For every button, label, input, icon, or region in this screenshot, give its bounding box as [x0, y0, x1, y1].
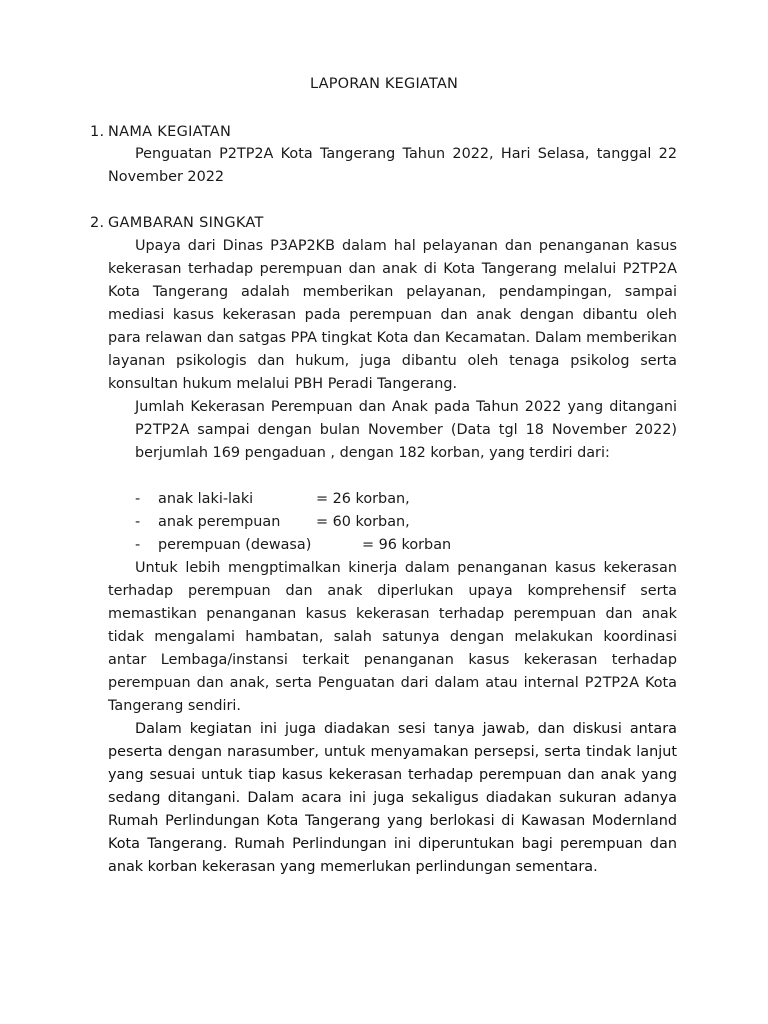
list-dash: -	[135, 537, 141, 553]
list-value: = 60 korban,	[316, 514, 410, 530]
section-1-heading	[90, 124, 231, 140]
list-value: = 26 korban,	[316, 491, 410, 507]
paragraph-2: Jumlah Kekerasan Perempuan dan Anak pada Tahun 2022 yang ditangani P2TP2A sampai dengan bulan November (Data tgl 18 November 2022) berjumlah 169 pengaduan , dengan 182 korban, yang terdiri dari:	[135, 399, 677, 461]
list-label: anak laki-laki	[158, 491, 254, 507]
section-1-text: Penguatan P2TP2A Kota Tangerang Tahun 2022, Hari Selasa, tanggal 22 November 2022	[108, 146, 677, 185]
list-dash: -	[135, 514, 141, 530]
list-label: anak perempuan	[158, 514, 281, 530]
paragraph-1: Upaya dari Dinas P3AP2KB dalam hal pelayanan dan penanganan kasus kekerasan terhadap perempuan dan anak di Kota Tangerang melalui P2TP2A Kota Tangerang adalah memberikan pelayanan, pendampingan, sampai mediasi kasus kekerasan pada perempuan dan anak dengan dibantu oleh para relawan dan satgas PPA tingkat Kota dan Kecamatan. Dalam memberikan layanan psikologis dan hukum, juga dibantu oleh tenaga psikolog serta konsultan hukum melalui PBH Peradi Tangerang.	[108, 238, 677, 392]
document-title: LAPORAN KEGIATAN	[309, 76, 459, 92]
section-1-number: 1.	[90, 124, 105, 140]
list-value: = 96 korban	[362, 537, 452, 553]
section-2-number: 2.	[90, 215, 105, 231]
section-2-title: GAMBARAN SINGKAT	[108, 215, 264, 231]
list-label: perempuan (dewasa)	[158, 537, 312, 553]
paragraph-4: Dalam kegiatan ini juga diadakan sesi tanya jawab, dan diskusi antara peserta dengan narasumber, untuk menyamakan persepsi, serta tindak lanjut yang sesuai untuk tiap kasus kekerasan terhadap perempuan dan anak yang sedang ditangani. Dalam acara ini juga sekaligus diadakan sukuran adanya Rumah Perlindungan Kota Tangerang yang berlokasi di Kawasan Modernland Kota Tangerang. Rumah Perlindungan ini diperuntukan bagi perempuan dan anak korban kekerasan yang memerlukan perlindungan sementara.	[108, 721, 677, 875]
paragraph-3: Untuk lebih mengptimalkan kinerja dalam penanganan kasus kekerasan terhadap perempuan dan anak diperlukan upaya komprehensif serta memastikan penanganan kasus kekerasan terhadap perempuan dan anak tidak mengalami hambatan, salah satunya dengan melakukan koordinasi antar Lembaga/instansi terkait penanganan kasus kekerasan terhadap perempuan dan anak, serta Penguatan dari dalam atau internal P2TP2A Kota Tangerang sendiri.	[108, 560, 677, 714]
list-dash: -	[135, 491, 141, 507]
section-1-title: NAMA KEGIATAN	[108, 124, 232, 140]
section-2-heading	[90, 215, 264, 231]
